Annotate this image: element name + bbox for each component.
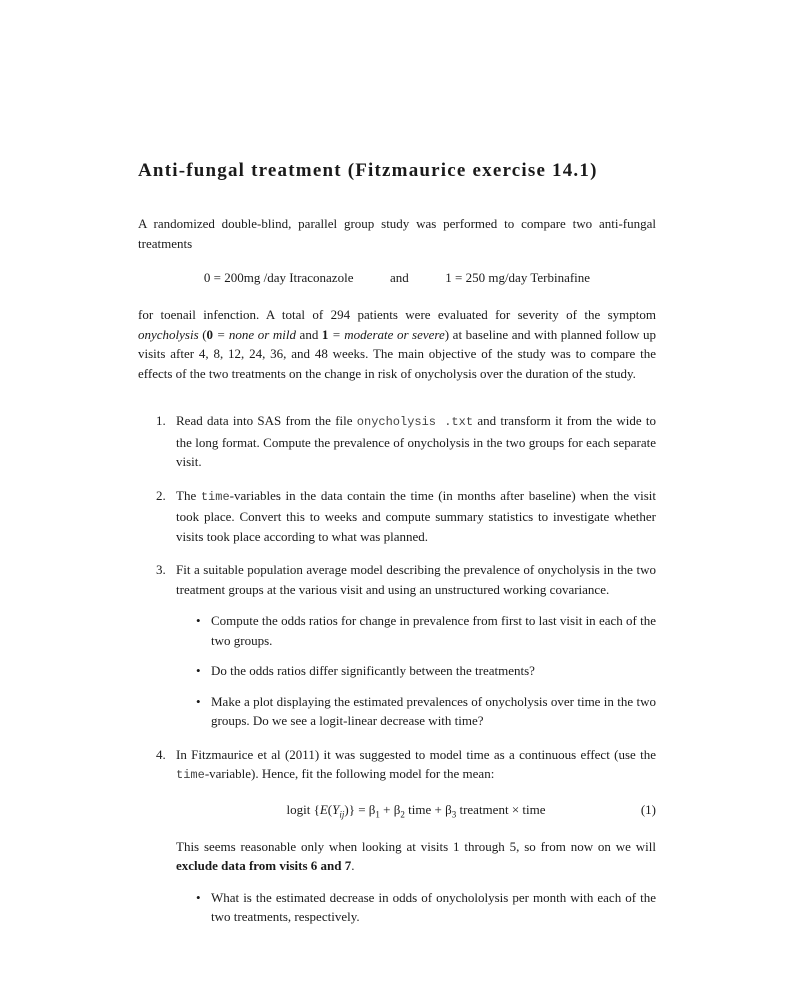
desc-text-4: ) at baseline and with planned follow up visits after 4, 8, 12, 24, 36, and 48 weeks. The main objective of the study was to compare the effects of the two treatments on the change in risk of onycholysis over the duration of the study. <box>138 326 656 381</box>
eq-treatment: treatment <box>456 801 509 817</box>
equation-number: (1) <box>640 801 656 817</box>
eq-subscript: 1 <box>375 809 380 820</box>
eq-y: Y <box>332 801 340 817</box>
bullet-icon: • <box>196 693 201 709</box>
eq-equals: = <box>354 801 369 817</box>
item-4-followup <box>176 837 656 876</box>
bullet-icon: • <box>196 663 201 678</box>
bullet-icon: • <box>196 889 201 905</box>
desc-moderate: = moderate or severe <box>328 326 445 342</box>
bullet-item <box>176 661 656 681</box>
item-text: This seems reasonable only when looking at visits 1 through 5, so from now on we will <box>176 838 656 854</box>
exercise-item-4 <box>138 745 656 927</box>
bullet-item <box>176 888 656 927</box>
file-name: onycholysis .txt <box>356 415 474 429</box>
desc-text-3: and <box>296 326 322 342</box>
bullet-text: What is the estimated decrease in odds of onychololysis per month with each of the two treatments, respectively. <box>211 889 656 925</box>
description-paragraph <box>138 305 656 383</box>
eq-time: time <box>522 801 546 817</box>
page-title: Anti-fungal treatment (Fitzmaurice exercise 14.1) <box>138 160 598 181</box>
item-number: 1. <box>156 413 166 428</box>
eq-subscript: 3 <box>451 809 457 820</box>
sub-bullet-list <box>176 888 656 927</box>
desc-one: 1 <box>321 326 329 342</box>
item-text: In Fitzmaurice et al (2011) it was suggested to model time as a continuous effect (use the <box>176 746 656 762</box>
exercise-item-2 <box>138 486 656 547</box>
desc-none: = none or mild <box>213 326 296 342</box>
item-text: . <box>351 858 355 874</box>
eq-time: time <box>404 801 432 817</box>
eq-subscript: 2 <box>400 809 405 820</box>
treatment-definition <box>138 270 656 286</box>
eq-subscript: ij <box>339 809 345 820</box>
desc-zero: 0 <box>206 326 214 342</box>
exercise-list <box>138 411 656 927</box>
eq-plus: + <box>379 801 394 817</box>
variable-name: time <box>200 489 230 504</box>
item-text: -variable). Hence, fit the following model for the mean: <box>204 766 495 781</box>
item-text: Fit a suitable population average model describing the prevalence of onycholysis in the two treatment groups at the various visit and using an unstructured working covariance. <box>176 562 656 597</box>
item-text: -variables in the data contain the time (in months after baseline) when the visit took place. Convert this to weeks and compute summary statistics to investigate whether visits took place according to what was planned. <box>176 487 656 544</box>
model-equation: logit $\{E(Y_{ij})\} = \beta_1 + \beta_2$ time + $\beta_3$ treatment × time (1) <box>286 801 656 820</box>
eq-beta: β <box>368 801 376 817</box>
item-number: 3. <box>156 562 166 577</box>
bullet-icon: • <box>196 613 201 628</box>
document-page <box>138 160 656 941</box>
bold-text: exclude data from visits 6 and 7 <box>176 858 352 874</box>
eq-logit: logit <box>286 801 311 817</box>
exercise-item-1 <box>138 411 656 472</box>
eq-brace: { <box>313 801 320 817</box>
bullet-item <box>176 692 656 731</box>
variable-name: time <box>176 768 205 782</box>
item-text: Read data into SAS from the file <box>176 413 357 428</box>
eq-beta: β <box>393 801 401 817</box>
desc-term: onycholysis <box>138 326 199 342</box>
intro-paragraph: A randomized double-blind, parallel group study was performed to compare two anti-fungal treatments <box>138 216 656 251</box>
bullet-text: Do the odds ratios differ significantly between the treatments? <box>211 663 535 678</box>
eq-beta: β <box>445 801 452 817</box>
sub-bullet-list <box>176 611 656 731</box>
bullet-text: Compute the odds ratios for change in prevalence from first to last visit in each of the two groups. <box>211 613 656 648</box>
eq-brace: } <box>348 801 355 817</box>
item-number: 2. <box>156 487 166 503</box>
item-number: 4. <box>156 746 166 762</box>
item-text: The <box>176 487 201 503</box>
eq-expectation: E <box>319 801 328 817</box>
bullet-text: Make a plot displaying the estimated prevalences of onycholysis over time in the two groups. Do we see a logit-linear decrease with time? <box>211 693 656 728</box>
and-word: and <box>389 270 409 285</box>
bullet-item <box>176 611 656 650</box>
desc-text-2: ( <box>198 326 207 342</box>
treatment-0-label: 0 = 200mg /day Itraconazole <box>203 270 354 285</box>
eq-plus: + <box>431 801 446 817</box>
item-text: and transform it from the wide to the long format. Compute the prevalence of onycholysis in the two groups for each separate visit. <box>176 413 656 469</box>
eq-times: × <box>508 801 523 817</box>
exercise-item-3 <box>138 560 656 731</box>
desc-text-1: for toenail infenction. A total of 294 patients were evaluated for severity of the symptom <box>138 307 656 322</box>
treatment-1-label: 1 = 250 mg/day Terbinafine <box>445 270 591 285</box>
